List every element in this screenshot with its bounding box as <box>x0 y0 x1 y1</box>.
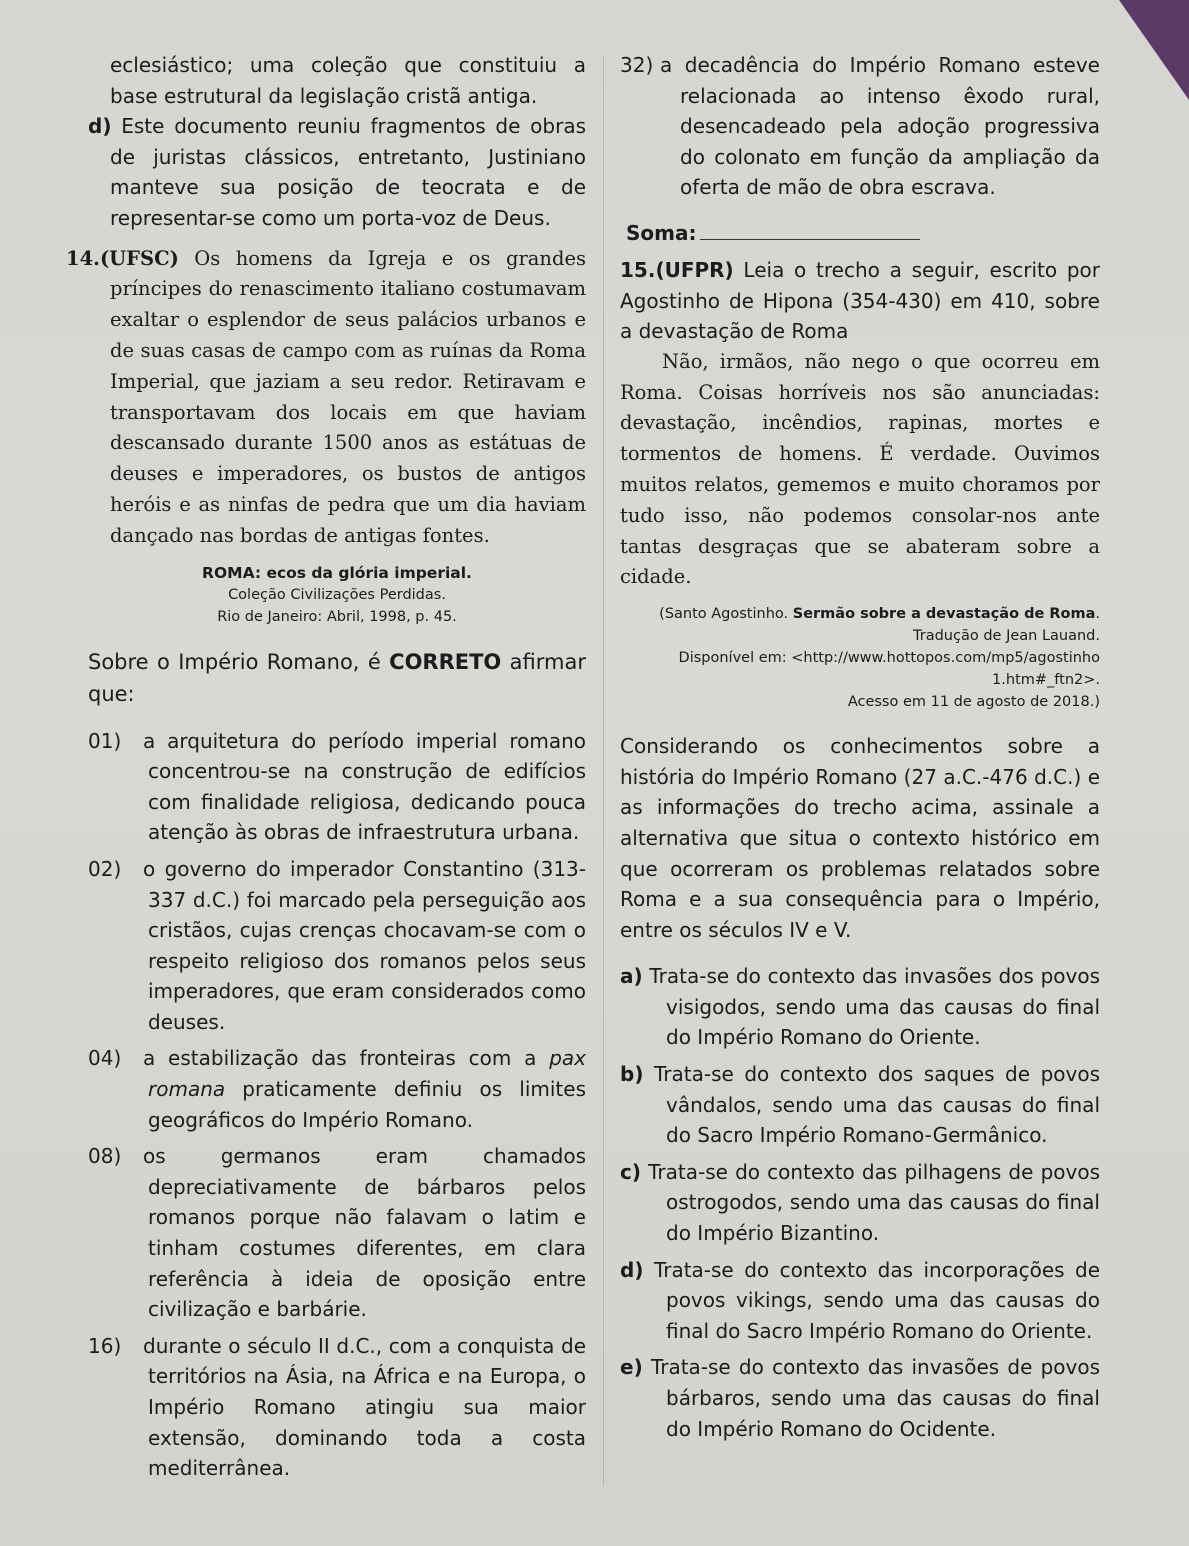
item-16 <box>88 1331 586 1484</box>
item-text: os germanos eram chamados depreciativamente de bárbaros pelos romanos porque não falavam o latim e tinham costumes diferentes, em clara referência à ideia de oposição entre civilização e barbárie. <box>143 1144 586 1322</box>
citation-title: Sermão sobre a devastação de Roma <box>792 606 1096 623</box>
item-number: 16) <box>88 1333 122 1358</box>
question-14-source: (UFSC) <box>99 246 179 270</box>
item-number: 32) <box>620 53 654 77</box>
reference-availability: Disponível em: <http://www.hottopos.com/mp5/agostinho 1.htm#_ftn2>. <box>678 650 1100 689</box>
question-14 <box>66 244 586 552</box>
alternative-letter: b) <box>620 1062 644 1087</box>
question-14-number: 14. <box>66 246 100 270</box>
option-c-continuation: eclesiástico; uma coleção que constituiu a base estrutural da legislação cristã antiga. <box>110 53 586 108</box>
right-column <box>620 50 1100 1444</box>
item-text-emphasis: pax romana <box>148 1046 586 1102</box>
alternative-letter: c) <box>620 1159 641 1184</box>
augustine-quote: Não, irmãos, não nego o que ocorreu em Roma. Coisas horríveis nos são anunciadas: devastação, incêndios, rapinas, mortes e tormentos de homens. É verdade. Ouvimos muitos relatos, gememos e muito choramos por tudo isso, não podemos consolar-nos ante tantas desgraças que se abateram sobre a cidade. <box>620 349 1100 589</box>
alternative-e <box>620 1352 1100 1444</box>
item-number: 01) <box>88 728 122 753</box>
prompt-bold: CORRETO <box>389 649 502 674</box>
alternative-text: Trata-se do contexto das pilhagens de povos ostrogodos, sendo uma das causas do final do Império Bizantino. <box>648 1159 1101 1246</box>
alternative-text: Trata-se do contexto das invasões de povos bárbaros, sendo uma das causas do final do Império Romano do Ocidente. <box>650 1355 1101 1441</box>
item-number: 04) <box>88 1046 122 1071</box>
alternative-letter: d) <box>620 1257 644 1282</box>
item-02 <box>88 854 586 1038</box>
page-corner-tab <box>1119 0 1189 100</box>
alternative-a <box>620 961 1100 1053</box>
item-text-pre: a estabilização das fronteiras com a <box>143 1046 550 1071</box>
prompt-pre: Sobre o Império Romano, é <box>88 649 390 674</box>
item-01 <box>88 726 586 848</box>
soma-label: Soma: <box>626 220 697 245</box>
reference-title: ROMA: ecos da glória imperial. <box>202 563 472 582</box>
soma-field[interactable] <box>620 221 1100 245</box>
reference-citation <box>620 603 1100 647</box>
alternative-text: Trata-se do contexto das invasões dos povos visigodos, sendo uma das causas do final do Império Romano do Oriente. <box>649 964 1101 1050</box>
option-d-letter: d) <box>88 114 112 139</box>
item-04 <box>88 1043 586 1135</box>
question-15-intro-text: Leia o trecho a seguir, escrito por Agostinho de Hipona (354-430) em 410, sobre a devastação de Roma <box>620 257 1100 344</box>
alternative-text: Trata-se do contexto das incorporações de povos vikings, sendo uma das causas do final do Sacro Império Romano do Oriente. <box>653 1257 1101 1343</box>
soma-answer-line[interactable] <box>700 221 920 240</box>
question-15-intro <box>620 255 1100 347</box>
citation-post: . Tradução de Jean Lauand. <box>913 606 1100 645</box>
question-15-prompt: Considerando os conhecimentos sobre a história do Império Romano (27 a.C.-476 d.C.) e as informações do trecho acima, assinale a alternativa que situa o contexto histórico em que ocorreram os problemas relatados sobre Roma e a sua consequência para o Império, entre os séculos IV e V. <box>620 734 1100 942</box>
citation-pre: (Santo Agostinho. <box>659 606 793 623</box>
question-15-number: 15. <box>620 257 656 282</box>
prompt-post: afirmar que: <box>88 649 586 706</box>
item-32 <box>620 50 1100 203</box>
item-text: a arquitetura do período imperial romano concentrou-se na construção de edifícios com finalidade religiosa, dedicando pouca atenção às obras de infraestrutura urbana. <box>143 728 586 845</box>
option-d <box>88 111 586 233</box>
alternative-text: Trata-se do contexto dos saques de povos vândalos, sendo uma das causas do final do Sacro Império Romano-Germânico. <box>654 1062 1100 1148</box>
item-text-post: praticamente definiu os limites geográficos do Império Romano. <box>148 1077 586 1132</box>
alternative-b <box>620 1059 1100 1151</box>
reference-collection: Coleção Civilizações Perdidas. <box>228 586 446 603</box>
alternative-d <box>620 1255 1100 1347</box>
alternative-letter: e) <box>620 1355 643 1380</box>
question-14-reference <box>88 562 586 628</box>
item-08 <box>88 1141 586 1325</box>
option-d-text: Este documento reuniu fragmentos de obras de juristas clássicos, entretanto, Justiniano manteve sua posição de teocrata e de representar-se como um porta-voz de Deus. <box>110 114 587 230</box>
question-14-prompt <box>88 646 586 710</box>
question-15-source: (UFPR) <box>655 257 734 282</box>
item-text: durante o século II d.C., com a conquista de territórios na Ásia, na África e na Europa, o Império Romano atingiu sua maior extensão, dominando toda a costa mediterrânea. <box>143 1333 586 1481</box>
item-text: o governo do imperador Constantino (313-337 d.C.) foi marcado pela perseguição aos cristãos, cujas crenças chocavam-se com o respeito religioso dos romanos pelos seus imperadores, que eram considerados como deuses. <box>143 856 586 1034</box>
reference-publisher: Rio de Janeiro: Abril, 1998, p. 45. <box>217 608 457 625</box>
column-divider <box>603 56 604 1486</box>
alternative-letter: a) <box>620 964 643 989</box>
item-number: 02) <box>88 856 122 881</box>
reference-access-date: Acesso em 11 de agosto de 2018.) <box>847 694 1100 711</box>
question-15-reference <box>620 603 1100 713</box>
item-number: 08) <box>88 1144 122 1169</box>
alternative-c <box>620 1157 1100 1249</box>
question-14-text: Os homens da Igreja e os grandes príncipes do renascimento italiano costumavam exaltar o esplendor de seus palácios urbanos e de suas casas de campo com as ruínas da Roma Imperial, que jaziam a seu redor. Retiravam e transportavam dos locais em que haviam descansado durante 1500 anos as estátuas de deuses e imperadores, os bustos de antigos heróis e as ninfas de pedra que um dia haviam dançado nas bordas de antigas fontes. <box>110 246 586 547</box>
left-column <box>66 50 587 1484</box>
item-text: a decadência do Império Romano esteve relacionada ao intenso êxodo rural, desencadeado pela adoção progressiva do colonato em função da ampliação da oferta de mão de obra escrava. <box>660 53 1100 200</box>
